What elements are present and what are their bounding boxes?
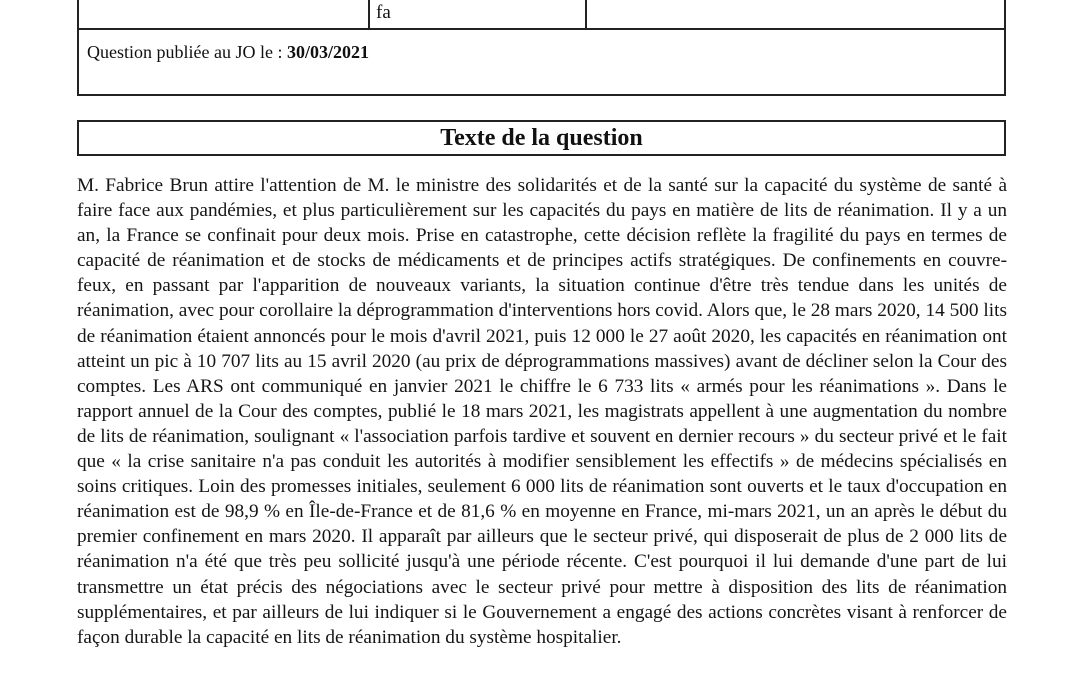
question-body: M. Fabrice Brun attire l'attention de M. le ministre des solidarités et de la santé sur la capacité du système de santé à faire face aux pandémies, et plus particulièrement sur les capacités du pays en matière de lits de réanimation. Il y a un an, la France se confinait pour deux mois. Prise en catastrophe, cette décision reflète la fragilité du pays en termes de capacité de réanimation et de stocks de médicaments et de principes actifs stratégiques. De confinements en couvre-feux, en passant par l'apparition de nouveaux variants, la situation continue d'être très tendue dans les unités de réanimation, avec pour corollaire la déprogrammation d'interventions hors covid. Alors que, le 28 mars 2020, 14 500 lits de réanimation étaient annoncés pour le mois d'avril 2021, puis 12 000 le 27 août 2020, les capacités en réanimation ont atteint un pic à 10 707 lits au 15 avril 2020 (au prix de déprogrammations massives) avant de décliner selon la Cour des comptes. Les ARS ont communiqué en janvier 2021 le chiffre le 6 733 lits « armés pour les réanimations ». Dans le rapport annuel de la Cour des comptes, publié le 18 mars 2021, les magistrats appellent à une augmentation du nombre de lits de réanimation, soulignant « l'association parfois tardive et souvent en dernier recours » du secteur privé et le fait que « la crise sanitaire n'a pas conduit les autorités à modifier sensiblement les effectifs » de médecins spécialisés en soins critiques. Loin des promesses initiales, seulement 6 000 lits de réanimation sont ouverts et le taux d'occupation en réanimation est de 98,9 % en Île-de-France et de 81,6 % en moyenne en France, mi-mars 2021, un an après le début du premier confinement en mars 2020. Il apparaît par ailleurs que le secteur privé, qui disposerait de plus de 2 000 lits de réanimation n'a été que très peu sollicité jusqu'à une période récente. C'est pourquoi il lui demande d'une part de lui transmettre un état précis des négociations avec le secteur privé pour mettre à disposition des lits de réanimation supplémentaires, et par ailleurs de lui indiquer si le Gouvernement a engagé des actions concrètes visant à renforcer de façon durable la capacité en lits de réanimation du système hospitalier. — [77, 175, 1007, 648]
header-table-row — [77, 0, 1006, 30]
publication-label: Question publiée au JO le : — [87, 42, 287, 62]
publication-line — [87, 41, 369, 63]
header-cell-1 — [79, 0, 368, 28]
section-heading-box — [77, 120, 1006, 156]
section-title: Texte de la question — [440, 125, 643, 151]
publication-box — [77, 30, 1006, 96]
header-cell-2-text: fa — [376, 2, 391, 23]
publication-date: 30/03/2021 — [286, 42, 369, 62]
header-cell-3 — [587, 0, 1004, 28]
header-cell-2 — [368, 0, 587, 28]
